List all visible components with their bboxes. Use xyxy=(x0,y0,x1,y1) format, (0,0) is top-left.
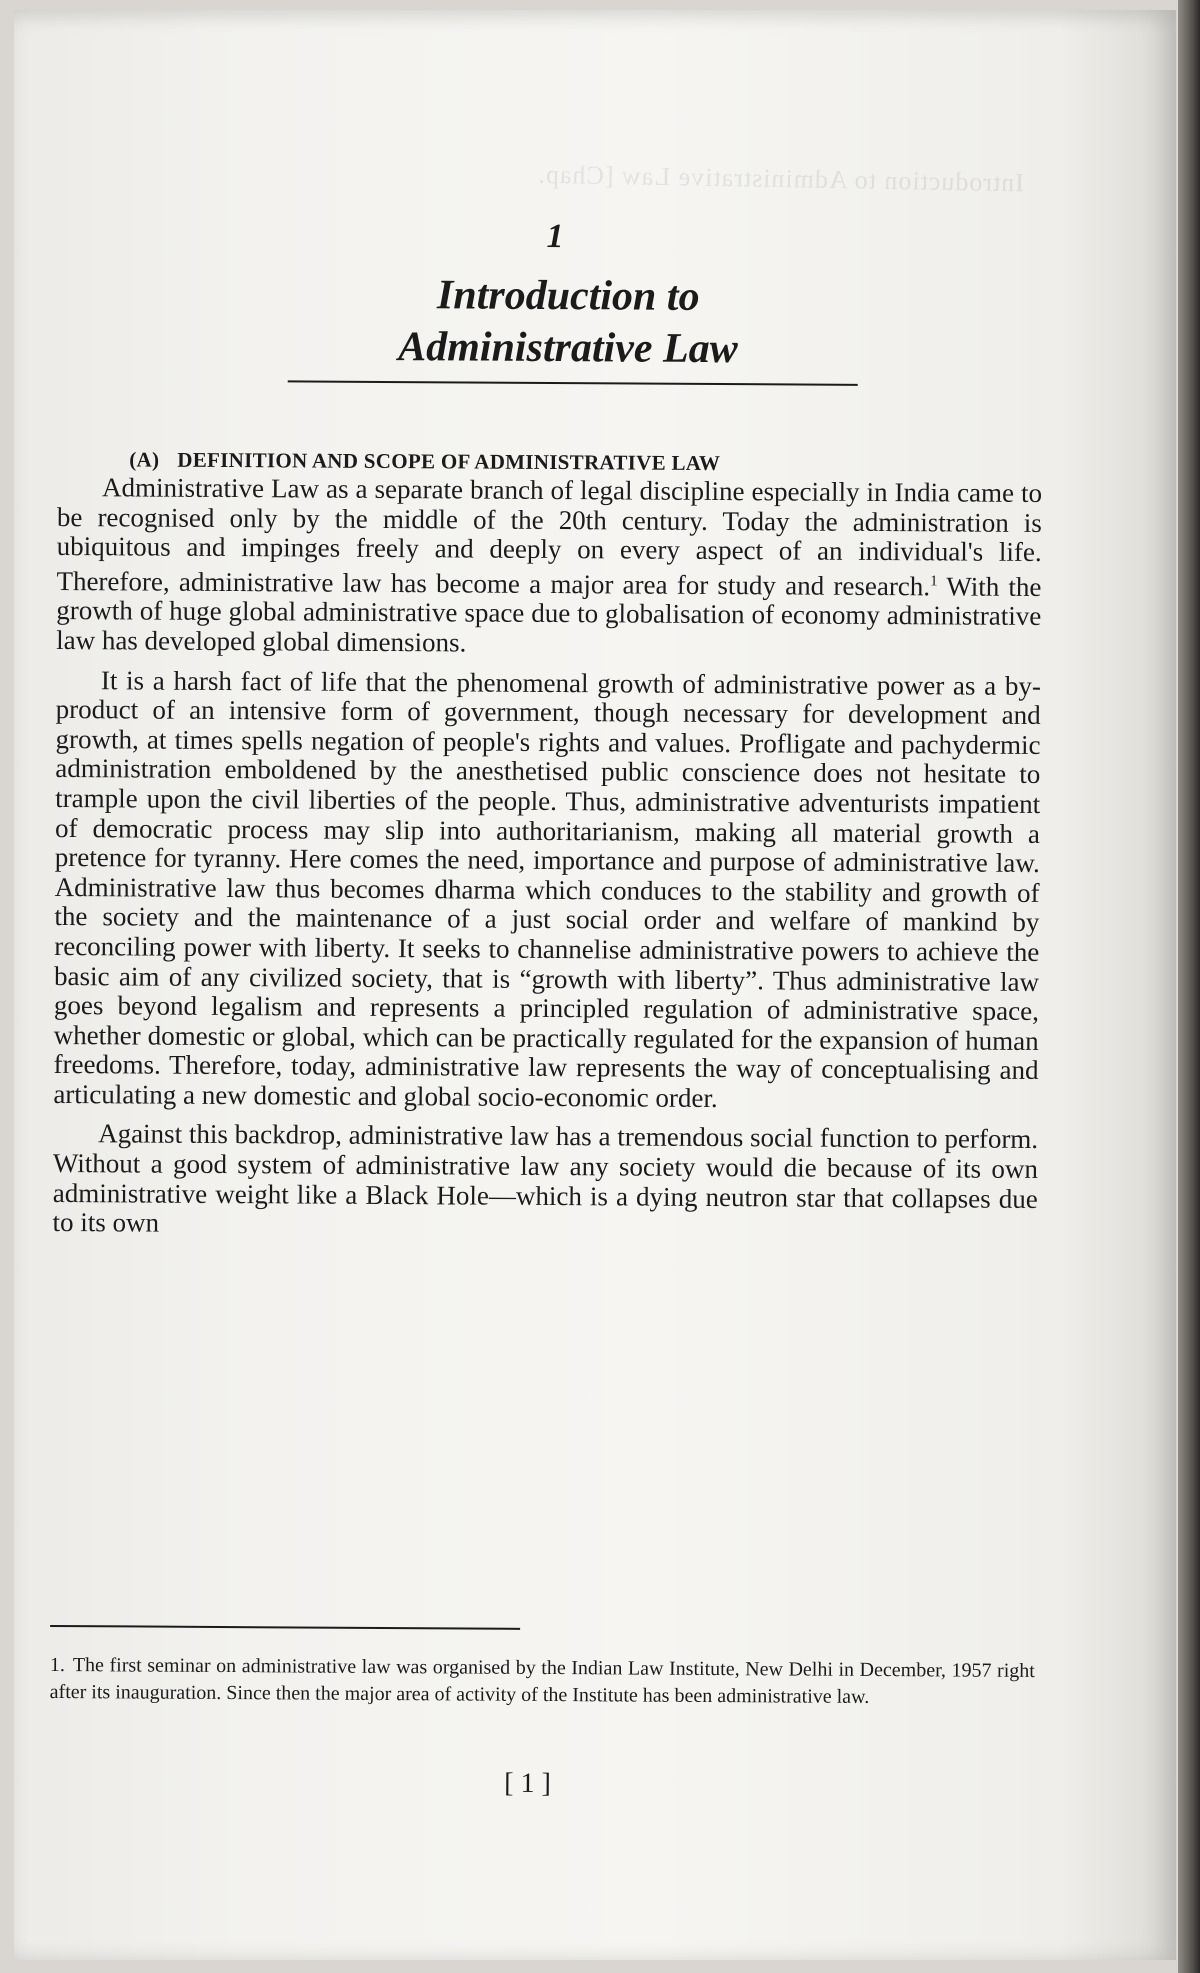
chapter-number: 1 xyxy=(546,217,564,256)
page-number: [ 1 ] xyxy=(504,1767,551,1800)
chapter-title-line-2: Administrative Law xyxy=(398,324,738,373)
footnote-divider xyxy=(50,1625,520,1629)
paragraph-1-text: Administrative Law as a separate branch of legal discipline especially in India came to be recognised only by the middle of the 20th century. Today the administration is ubiquitous and impinges freely and deeply on every aspect of an individual's life. Therefore, administrative law has become a major area for study and research. xyxy=(56,472,1043,602)
footnote-number: 1. xyxy=(49,1653,65,1677)
footnote xyxy=(50,1652,1035,1712)
footnote-text: The first seminar on administrative law was organised by the Indian Law Institute, New Delhi in December, 1957 right after its inauguration. Since then the major area of activity of the Institute has been administrative law. xyxy=(49,1654,1035,1708)
paragraph-1 xyxy=(56,473,1042,662)
title-underline xyxy=(288,380,858,385)
body-text xyxy=(52,473,1042,1254)
book-binding-edge xyxy=(1178,0,1200,1973)
section-label: (A) xyxy=(129,447,160,472)
paragraph-2: It is a harsh fact of life that the phenomenal growth of administrative power as a by-product of an intensive form of government, though necessary for development and growth, at times spells negation of people's rights and values. Profligate and pachydermic administration emboldened by the anesthetised public conscience does not hesitate to trample upon the civil liberties of the people. Thus, administrative adventurists impatient of democratic process may slip into authoritarianism, making all material growth a pretence for tyranny. Here comes the need, importance and purpose of administrative law. Administrative law thus becomes dharma which conduces to the stability and growth of the society and the maintenance of a just social order and welfare of mankind by reconciling power with liberty. It seeks to channelise administrative powers to achieve the basic aim of any civilized society, that is “growth with liberty”. Thus administrative law goes beyond legalism and represents a principled regulation of administrative space, whether domestic or global, which can be practically regulated for the expansion of human freedoms. Therefore, today, administrative law represents the way of conceptualising and articulating a new domestic and global socio-economic order. xyxy=(53,664,1041,1113)
footnote-reference: 1 xyxy=(930,573,938,590)
paragraph-1-continuation: With the growth of huge global administrative space due to globalisation of economy administrative law has developed global dimensions. xyxy=(56,571,1042,658)
paragraph-3: Against this backdrop, administrative law has a tremendous social function to perform. Without a good system of administrative law any society would die because of its own administrative weight like a Black Hole—which is a dying neutron star that collapses due to its own xyxy=(52,1118,1039,1238)
book-page xyxy=(14,10,1176,1960)
chapter-title-line-1: Introduction to xyxy=(436,272,700,320)
section-heading-text: DEFINITION AND SCOPE OF ADMINISTRATIVE LAW xyxy=(177,447,721,476)
chapter-title xyxy=(298,268,839,375)
bleed-through-header: Introduction to Administrative Law [Chap. xyxy=(537,159,1025,198)
